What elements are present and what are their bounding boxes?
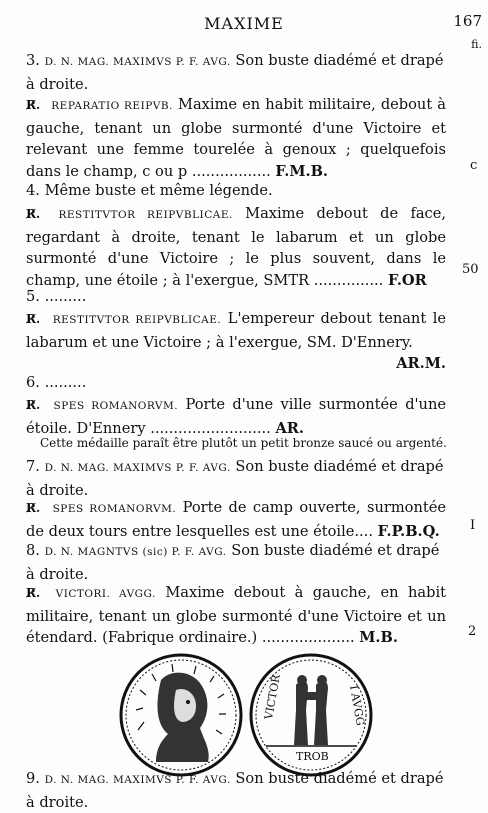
- entry-text: Maxime en habit militaire, debout à gauche, tenant un globe surmonté d'une Victoire et relevant une femme tourelée à genoux ; quelquefois dans le champ, c ou p: [26, 96, 446, 180]
- entry-5-reverse: [26, 308, 446, 375]
- entry-text: Son buste diadémé et drapé à droite.: [26, 770, 444, 811]
- entry-grade: AR.M.: [396, 355, 446, 372]
- entry-text: Porte d'une ville surmontée d'une étoile. D'Ennery: [26, 396, 446, 437]
- entry-legend: D. N. MAG. MAXIMVS P. F. AVG.: [44, 462, 231, 474]
- entry-text: L'empereur debout tenant le labarum et une Victoire ; à l'exergue, SM. D'Ennery.: [26, 310, 447, 351]
- entry-text: Porte de camp ouverte, surmontée de deux tours entre lesquelles est une étoile....: [26, 499, 446, 540]
- margin-note: 2: [468, 624, 477, 639]
- entry-text: .........: [44, 288, 87, 305]
- coin-reverse-image: [246, 650, 376, 780]
- entry-legend: RESTITVTOR REIPVBLICAE.: [52, 314, 222, 326]
- entry-grade: AR.: [275, 419, 305, 437]
- entry-grade: F.P.B.Q.: [377, 522, 440, 540]
- coin-legend-right: I AVGG: [347, 684, 367, 727]
- margin-note: I: [470, 518, 476, 533]
- entry-8-reverse: R̸. VICTORI. AVGG. Maxime debout à gauche, en habit militaire, tenant un globe surmonté d'une Victoire et un étendard. (Fabrique ordinaire.) .................... M.B.: [26, 584, 446, 646]
- entry-grade: M.B.: [359, 629, 398, 646]
- entry-legend: RESTITVTOR REIPVBLICAE.: [58, 209, 233, 221]
- entry-note: Cette médaille paraît être plutôt un petit bronze saucé ou argenté.: [40, 436, 447, 450]
- entry-3-reverse: R̸. REPARATIO REIPVB. Maxime en habit militaire, debout à gauche, tenant un globe surmonté d'une Victoire et relevant une femme tourelée à genoux ; quelquefois dans le champ, c ou p ................. F.M.B.: [26, 96, 446, 180]
- entry-legend: D. N. MAGNTVS (sic) P. F. AVG.: [44, 546, 227, 558]
- entry-9: 9. D. N. MAG. MAXIMVS P. F. AVG. Son buste diadémé et drapé à droite.: [26, 770, 444, 811]
- coin-legend-left: VICTOR: [262, 673, 283, 721]
- entry-4-reverse: R̸. RESTITVTOR REIPVBLICAE. Maxime debout de face, regardant à droite, tenant le labarum et un globe surmonté d'une Victoire ; le plus souvent, dans le champ, une étoile ; à l'exergue, SMTR ............... F.OR: [26, 205, 446, 289]
- entry-grade: F.OR: [387, 271, 427, 289]
- reverse-mark: R̸.: [26, 398, 41, 412]
- entry-7-reverse: [26, 497, 446, 542]
- entry-legend: VICTORI. AVGG.: [55, 588, 156, 600]
- entry-text: Son buste diadémé et drapé à droite.: [26, 458, 444, 499]
- reverse-mark: R̸.: [26, 312, 41, 326]
- page-title: MAXIME: [204, 14, 284, 33]
- entry-4: 4. Même buste et même légende.: [26, 182, 273, 199]
- margin-note: c: [470, 158, 478, 173]
- reverse-mark: R̸.: [26, 98, 41, 112]
- page-number: 167: [453, 12, 482, 30]
- entry-text: Son buste diadémé et drapé à droite.: [26, 52, 444, 93]
- reverse-mark: R̸.: [26, 501, 41, 515]
- margin-fragment: fi.: [471, 38, 482, 51]
- entry-6-reverse: R̸. SPES ROMANORVM. Porte d'une ville surmontée d'une étoile. D'Ennery .......................... AR.: [26, 396, 446, 437]
- entry-6: 6. .........: [26, 374, 87, 391]
- entry-3: 3. D. N. MAG. MAXIMVS P. F. AVG. Son buste diadémé et drapé à droite.: [26, 52, 444, 93]
- margin-note: 50: [462, 262, 479, 277]
- entry-grade: F.M.B.: [275, 162, 329, 180]
- entry-text: Maxime debout de face, regardant à droite, tenant le labarum et un globe surmonté d'une Victoire ; le plus souvent, dans le champ, une étoile ; à l'exergue, SMTR: [26, 205, 446, 289]
- coin-exergue: TROB: [296, 750, 329, 763]
- reverse-mark: R̸.: [26, 586, 41, 600]
- entry-7: 7. D. N. MAG. MAXIMVS P. F. AVG. Son buste diadémé et drapé à droite.: [26, 458, 444, 499]
- entry-legend: D. N. MAG. MAXIMVS P. F. AVG.: [44, 774, 231, 786]
- coin-obverse-image: [116, 650, 246, 780]
- entry-5: 5. .........: [26, 288, 87, 305]
- entry-legend: REPARATIO REIPVB.: [51, 100, 173, 112]
- entry-text: .........: [44, 374, 87, 391]
- entry-legend: D. N. MAG. MAXIMVS P. F. AVG.: [44, 56, 231, 68]
- entry-text: Son buste diadémé et drapé à droite.: [26, 542, 440, 583]
- entry-8: 8. D. N. MAGNTVS (sic) P. F. AVG. Son buste diadémé et drapé à droite.: [26, 542, 440, 583]
- reverse-mark: R̸.: [26, 207, 41, 221]
- entry-legend: SPES ROMANORVM.: [53, 400, 179, 412]
- entry-legend: SPES ROMANORVM.: [52, 503, 177, 515]
- entry-text: Même buste et même légende.: [44, 182, 273, 199]
- entry-text: Maxime debout à gauche, en habit militaire, tenant un globe surmonté d'une Victoire et un étendard. (Fabrique ordinaire.): [26, 584, 446, 646]
